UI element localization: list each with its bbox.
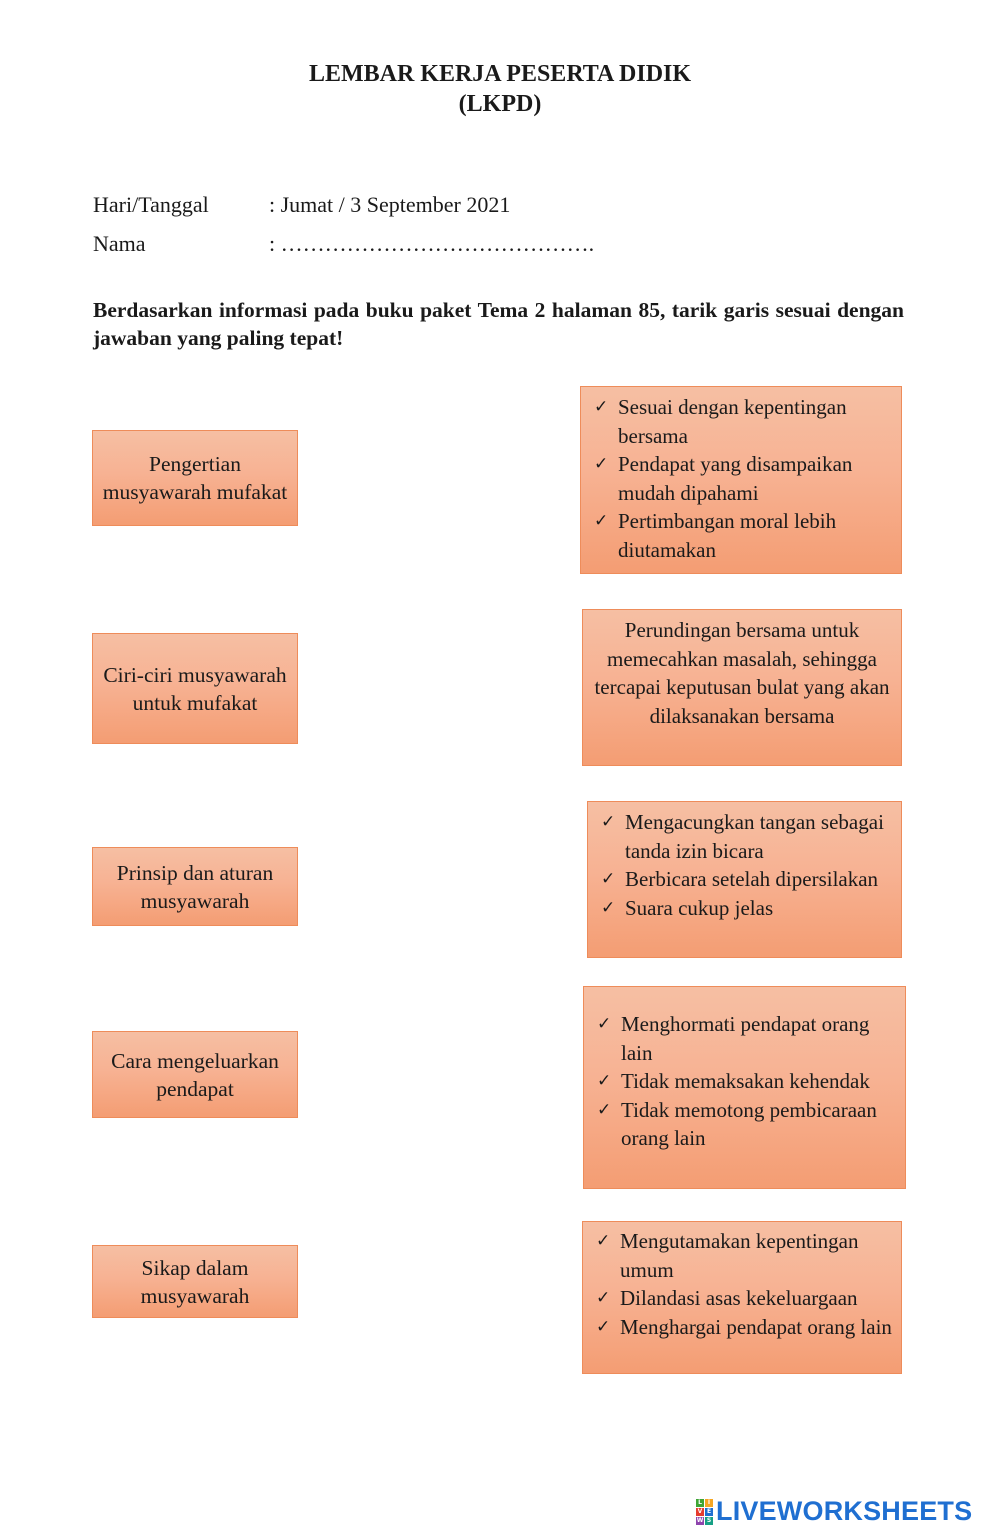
date-label: Hari/Tanggal xyxy=(93,192,209,217)
checkmark-icon: ✓ xyxy=(594,397,609,417)
left-box-label: Ciri-ciri musyawarah untuk mufakat xyxy=(103,662,287,715)
checklist-item: ✓ Tidak memaksakan kehendak xyxy=(597,1067,897,1096)
checklist-item: ✓ Berbicara setelah dipersilakan xyxy=(601,865,893,894)
checkmark-icon: ✓ xyxy=(594,454,609,474)
date-value: : Jumat / 3 September 2021 xyxy=(269,192,511,217)
left-box-pengertian[interactable] xyxy=(92,430,298,526)
worksheet-subtitle: (LKPD) xyxy=(458,91,542,117)
checkmark-icon: ✓ xyxy=(597,1014,612,1034)
left-box-label: Cara mengeluarkan pendapat xyxy=(111,1048,279,1101)
checklist-item: ✓ Pendapat yang disampaikan mudah dipahami xyxy=(594,452,853,505)
left-box-ciri-ciri[interactable] xyxy=(92,633,298,744)
checklist xyxy=(596,1227,893,1341)
checklist xyxy=(594,393,893,564)
right-box-4[interactable] xyxy=(583,986,906,1189)
checkmark-icon: ✓ xyxy=(594,511,609,531)
liveworksheets-logo[interactable] xyxy=(696,1496,972,1527)
checklist-item: ✓ Suara cukup jelas xyxy=(601,894,893,923)
worksheet-title: LEMBAR KERJA PESERTA DIDIK xyxy=(308,61,692,87)
right-box-5[interactable] xyxy=(582,1221,902,1374)
right-box-3[interactable] xyxy=(587,801,902,958)
checklist-item: ✓ Mengacungkan tangan sebagai tanda izin bicara xyxy=(601,810,884,863)
left-box-label: Prinsip dan aturan musyawarah xyxy=(116,860,274,913)
checklist-item: ✓ Menghargai pendapat orang lain xyxy=(596,1313,893,1342)
instruction-text: Berdasarkan informasi pada buku paket Tema 2 halaman 85, tarik garis sesuai dengan jawaban yang paling tepat! xyxy=(93,298,904,350)
checklist-item: ✓ Menghormati pendapat orang lain xyxy=(597,1012,870,1065)
checklist-item: ✓ Sesuai dengan kepentingan bersama xyxy=(594,395,847,448)
left-box-label: Pengertian musyawarah mufakat xyxy=(102,452,288,504)
left-box-cara-pendapat[interactable] xyxy=(92,1031,298,1118)
checklist-item: ✓ Pertimbangan moral lebih diutamakan xyxy=(594,509,837,562)
left-box-label: Sikap dalam musyawarah xyxy=(140,1255,250,1308)
right-box-2[interactable] xyxy=(582,609,902,766)
checklist-item: ✓ Dilandasi asas kekeluargaan xyxy=(596,1284,893,1313)
checkmark-icon: ✓ xyxy=(596,1316,611,1337)
name-field[interactable]: : ……………………………………. xyxy=(269,231,595,256)
checkmark-icon: ✓ xyxy=(596,1288,611,1308)
checklist xyxy=(601,808,893,922)
definition-text: Perundingan bersama untuk memecahkan masalah, sehingga tercapai keputusan bulat yang akan dilaksanakan bersama xyxy=(594,618,890,728)
checklist-item: ✓ Tidak memotong pembicaraan orang lain xyxy=(597,1097,877,1150)
left-box-sikap[interactable] xyxy=(92,1245,298,1318)
liveworksheets-logo-text: LIVEWORKSHEETS xyxy=(716,1496,973,1526)
checkmark-icon: ✓ xyxy=(597,1071,612,1091)
checklist-item: ✓ Mengutamakan kepentingan umum xyxy=(596,1229,859,1282)
right-box-1[interactable] xyxy=(580,386,902,574)
liveworksheets-mark-icon: L I V E W S xyxy=(696,1498,712,1524)
checkmark-icon: ✓ xyxy=(601,897,616,918)
checklist xyxy=(597,1010,897,1153)
checkmark-icon: ✓ xyxy=(597,1099,612,1120)
checkmark-icon: ✓ xyxy=(601,812,616,832)
name-label: Nama xyxy=(93,231,146,256)
checkmark-icon: ✓ xyxy=(596,1231,611,1251)
left-box-prinsip[interactable] xyxy=(92,847,298,926)
checkmark-icon: ✓ xyxy=(601,869,616,889)
